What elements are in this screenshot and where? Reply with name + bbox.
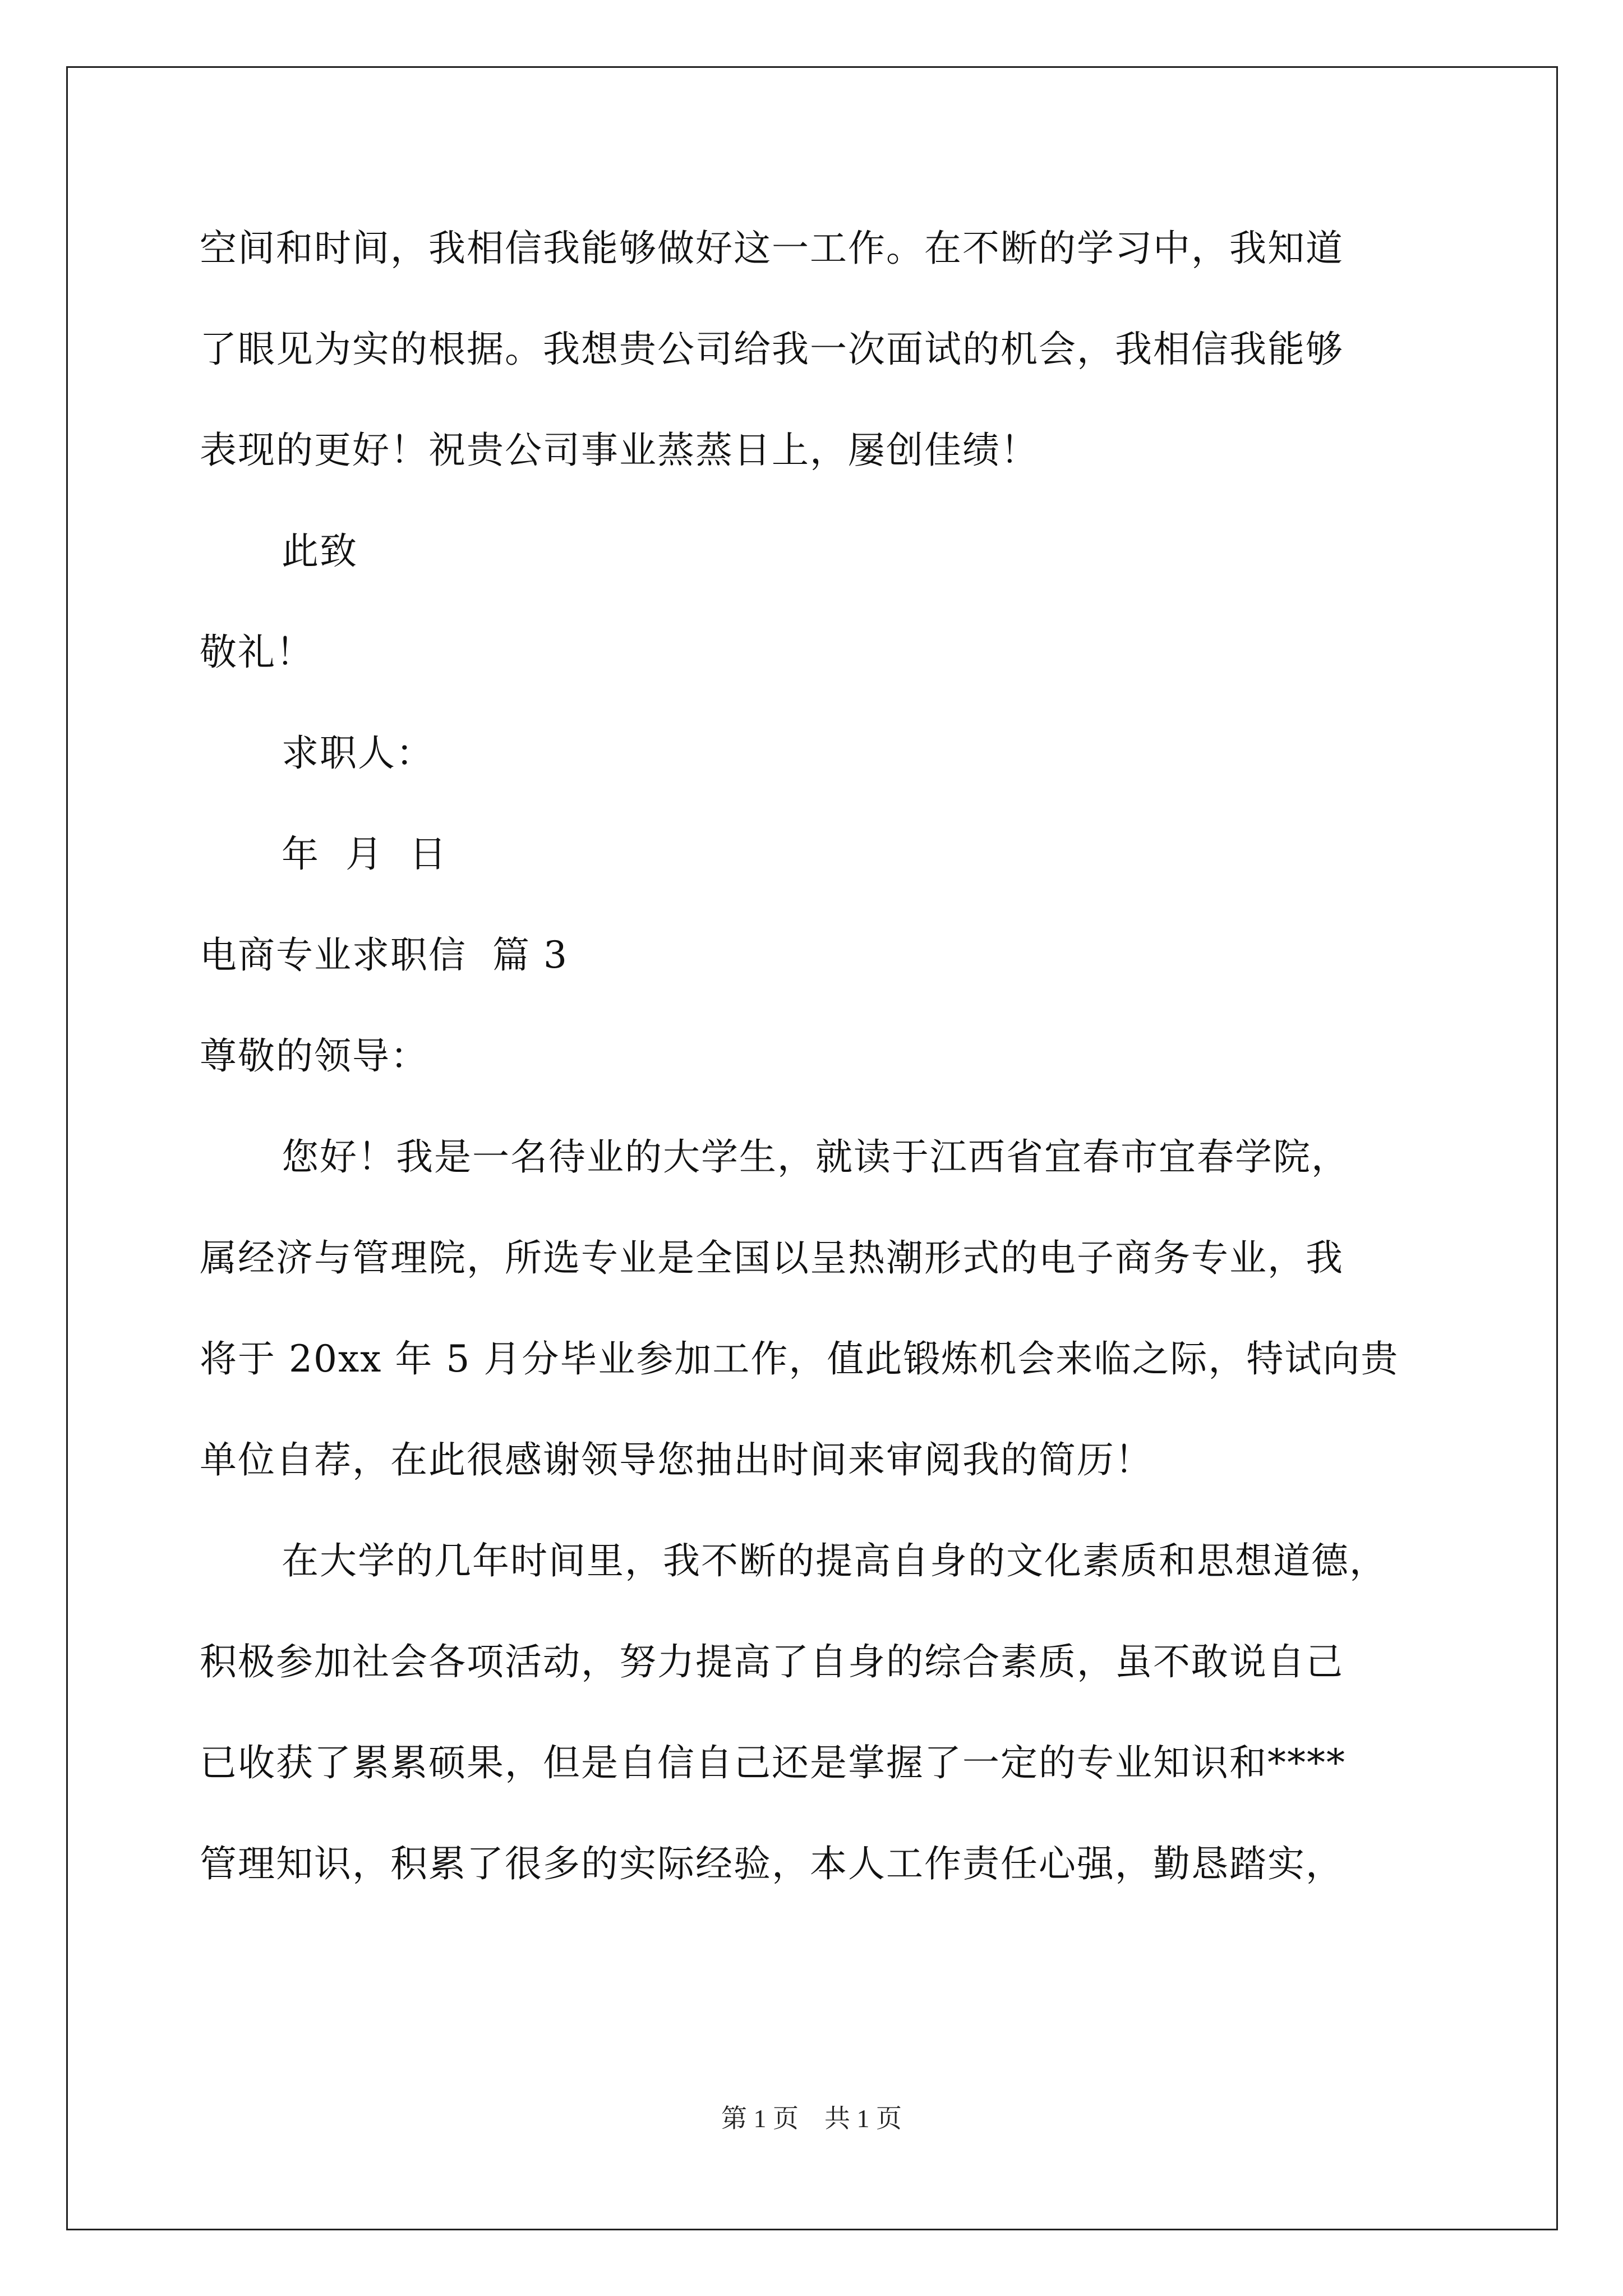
paragraph-line: 已收获了累累硕果，但是自信自己还是掌握了一定的专业知识和**** — [200, 1741, 1346, 1784]
section-title: 电商专业求职信 篇 3 — [200, 933, 568, 977]
date-line: 年 月 日 — [282, 832, 448, 876]
paragraph-line: 您好！我是一名待业的大学生，就读于江西省宜春市宜春学院， — [282, 1135, 1349, 1179]
applicant-label: 求职人： — [282, 731, 434, 775]
paragraph-line: 表现的更好！祝贵公司事业蒸蒸日上，屡创佳绩！ — [200, 429, 1039, 472]
paragraph-line: 将于 20xx 年 5 月分毕业参加工作，值此锻炼机会来临之际，特试向贵 — [200, 1337, 1399, 1381]
paragraph-line: 属经济与管理院，所选专业是全国以呈热潮形式的电子商务专业，我 — [200, 1236, 1344, 1280]
paragraph-line: 积极参加社会各项活动，努力提高了自身的综合素质，虽不敢说自己 — [200, 1640, 1344, 1683]
page-footer: 第 1 页 共 1 页 — [721, 2104, 902, 2133]
paragraph-line: 空间和时间，我相信我能够做好这一工作。在不断的学习中，我知道 — [200, 227, 1344, 270]
paragraph-line: 管理知识，积累了很多的实际经验，本人工作责任心强，勤恳踏实， — [200, 1842, 1344, 1885]
paragraph-line: 了眼见为实的根据。我想贵公司给我一次面试的机会，我相信我能够 — [200, 328, 1344, 371]
paragraph-line: 在大学的几年时间里，我不断的提高自身的文化素质和思想道德， — [282, 1539, 1387, 1582]
letter-greeting: 尊敬的领导： — [200, 1034, 428, 1078]
closing-salutation: 此致 — [282, 530, 358, 573]
paragraph-line: 单位自荐，在此很感谢领导您抽出时间来审阅我的简历！ — [200, 1438, 1153, 1481]
closing-regards: 敬礼！ — [200, 631, 314, 674]
